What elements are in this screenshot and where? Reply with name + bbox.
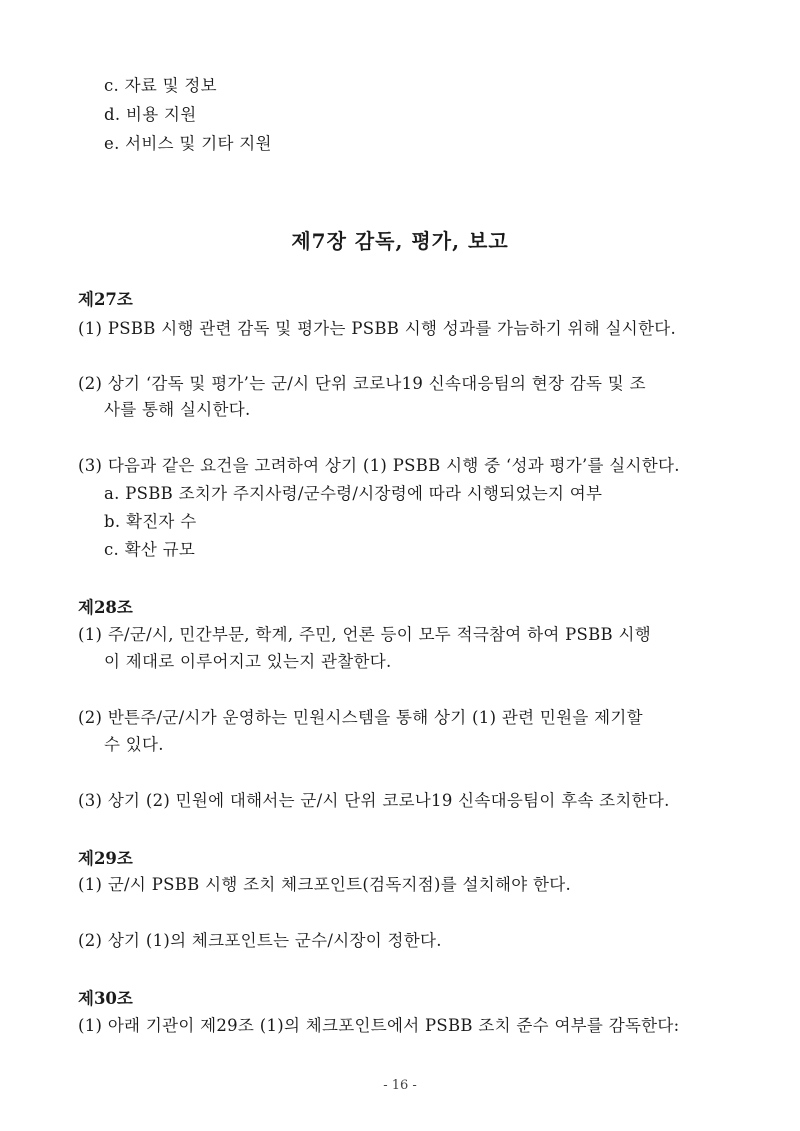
- article-27-item-b: b. 확진자 수: [104, 512, 197, 531]
- article-27-clause-1: (1) PSBB 시행 관련 감독 및 평가는 PSBB 시행 성과를 가늠하기 위해 실시한다.: [78, 319, 677, 338]
- page-number: - 16 -: [383, 1078, 417, 1093]
- article-30-clause-1: (1) 아래 기관이 제29조 (1)의 체크포인트에서 PSBB 조치 준수 여부를 감독한다:: [78, 1016, 680, 1035]
- article-30-heading: 제30조: [78, 989, 133, 1008]
- list-item-c: c. 자료 및 정보: [104, 76, 217, 95]
- article-28-clause-1: (1) 주/군/시, 민간부문, 학계, 주민, 언론 등이 모두 적극참여 하여 PSBB 시행: [78, 625, 651, 644]
- list-item-d: d. 비용 지원: [104, 105, 197, 124]
- article-27-heading: 제27조: [78, 290, 133, 309]
- article-27-clause-2-cont: 사를 통해 실시한다.: [104, 400, 251, 419]
- chapter-title: 제7장 감독, 평가, 보고: [291, 229, 509, 253]
- article-29-heading: 제29조: [78, 849, 133, 868]
- article-29-clause-1: (1) 군/시 PSBB 시행 조치 체크포인트(검독지점)를 설치해야 한다.: [78, 875, 572, 894]
- article-28-clause-2-cont: 수 있다.: [104, 735, 164, 754]
- article-27-clause-2: (2) 상기 ‘감독 및 평가’는 군/시 단위 코로나19 신속대응팀의 현장 감독 및 조: [78, 374, 646, 393]
- article-28-clause-3: (3) 상기 (2) 민원에 대해서는 군/시 단위 코로나19 신속대응팀이 후속 조치한다.: [78, 791, 670, 810]
- article-28-clause-2: (2) 반튼주/군/시가 운영하는 민원시스템을 통해 상기 (1) 관련 민원을 제기할: [78, 708, 643, 727]
- article-28-clause-1-cont: 이 제대로 이루어지고 있는지 관찰한다.: [104, 652, 392, 671]
- article-27-item-c: c. 확산 규모: [104, 540, 196, 559]
- list-item-e: e. 서비스 및 기타 지원: [104, 134, 272, 153]
- article-29-clause-2: (2) 상기 (1)의 체크포인트는 군수/시장이 정한다.: [78, 931, 442, 950]
- article-28-heading: 제28조: [78, 598, 133, 617]
- article-27-item-a: a. PSBB 조치가 주지사령/군수령/시장령에 따라 시행되었는지 여부: [104, 484, 603, 503]
- article-27-clause-3: (3) 다음과 같은 요건을 고려하여 상기 (1) PSBB 시행 중 ‘성과 평가’를 실시한다.: [78, 456, 680, 475]
